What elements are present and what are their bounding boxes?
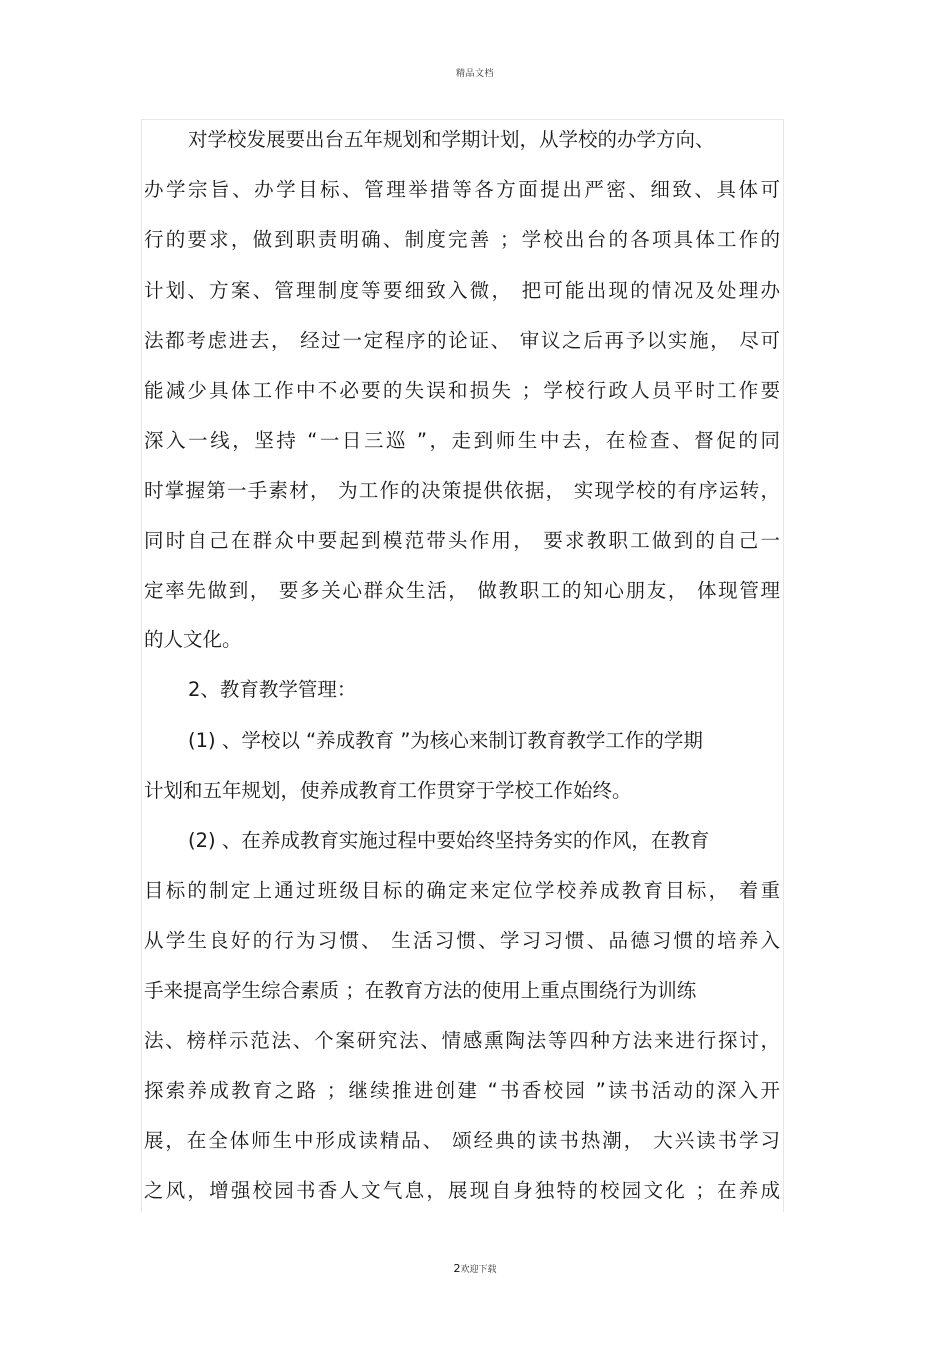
text-line: 之风，增强校园书香人文气息，展现自身独特的校园文化 ；在养成 — [144, 1179, 780, 1202]
text-line: 的人文化。 — [144, 628, 242, 651]
text-line: 目标的制定上通过班级目标的确定来定位学校养成教育目标， 着重 — [144, 879, 780, 902]
text-line: 能减少具体工作中不必要的失误和损失 ；学校行政人员平时工作要 — [144, 379, 780, 402]
footer-label: 欢迎下载 — [460, 1265, 497, 1275]
text-line: 法、榜样示范法、个案研究法、情感熏陶法等四种方法来进行探讨， — [144, 1029, 780, 1052]
text-line: 计划、方案、管理制度等要细致入微， 把可能出现的情况及处理办 — [144, 279, 780, 302]
section-heading: 2、教育教学管理： — [188, 678, 357, 701]
text-line: 办学宗旨、办学目标、管理举措等各方面提出严密、细致、具体可 — [144, 178, 780, 201]
text-line: 从学生良好的行为习惯、 生活习惯、学习习惯、品德习惯的培养入 — [144, 929, 780, 952]
text-line: 展，在全体师生中形成读精品、 颂经典的读书热潮， 大兴读书学习 — [144, 1129, 780, 1152]
text-line: 法都考虑进去， 经过一定程序的论证、 审议之后再予以实施， 尽可 — [144, 329, 780, 352]
text-line: (2) 、在养成教育实施过程中要始终坚持务实的作风，在教育 — [188, 829, 710, 852]
page-footer — [0, 1262, 950, 1275]
text-line: 时掌握第一手素材， 为工作的决策提供依据， 实现学校的有序运转， — [144, 479, 780, 502]
text-line: 探索养成教育之路 ；继续推进创建 “书香校园 ”读书活动的深入开 — [144, 1079, 780, 1102]
text-line: 行的要求，做到职责明确、制度完善 ；学校出台的各项具体工作的 — [144, 228, 780, 251]
text-line: 计划和五年规划，使养成教育工作贯穿于学校工作始终。 — [144, 779, 632, 802]
text-line: (1) 、学校以 “养成教育 ”为核心来制订教育教学工作的学期 — [188, 729, 703, 752]
text-line: 定率先做到， 要多关心群众生活， 做教职工的知心朋友， 体现管理 — [144, 579, 780, 602]
page-number: 2 — [453, 1262, 461, 1275]
text-line: 同时自己在群众中要起到模范带头作用， 要求教职工做到的自己一 — [144, 529, 780, 552]
page-header: 精品文档 — [455, 69, 494, 79]
text-line: 对学校发展要出台五年规划和学期计划，从学校的办学方向、 — [188, 128, 715, 151]
text-line: 深入一线，坚持 “一日三巡 ”，走到师生中去，在检查、督促的同 — [144, 429, 780, 452]
text-line: 手来提高学生综合素质 ；在教育方法的使用上重点围绕行为训练 — [144, 979, 697, 1002]
